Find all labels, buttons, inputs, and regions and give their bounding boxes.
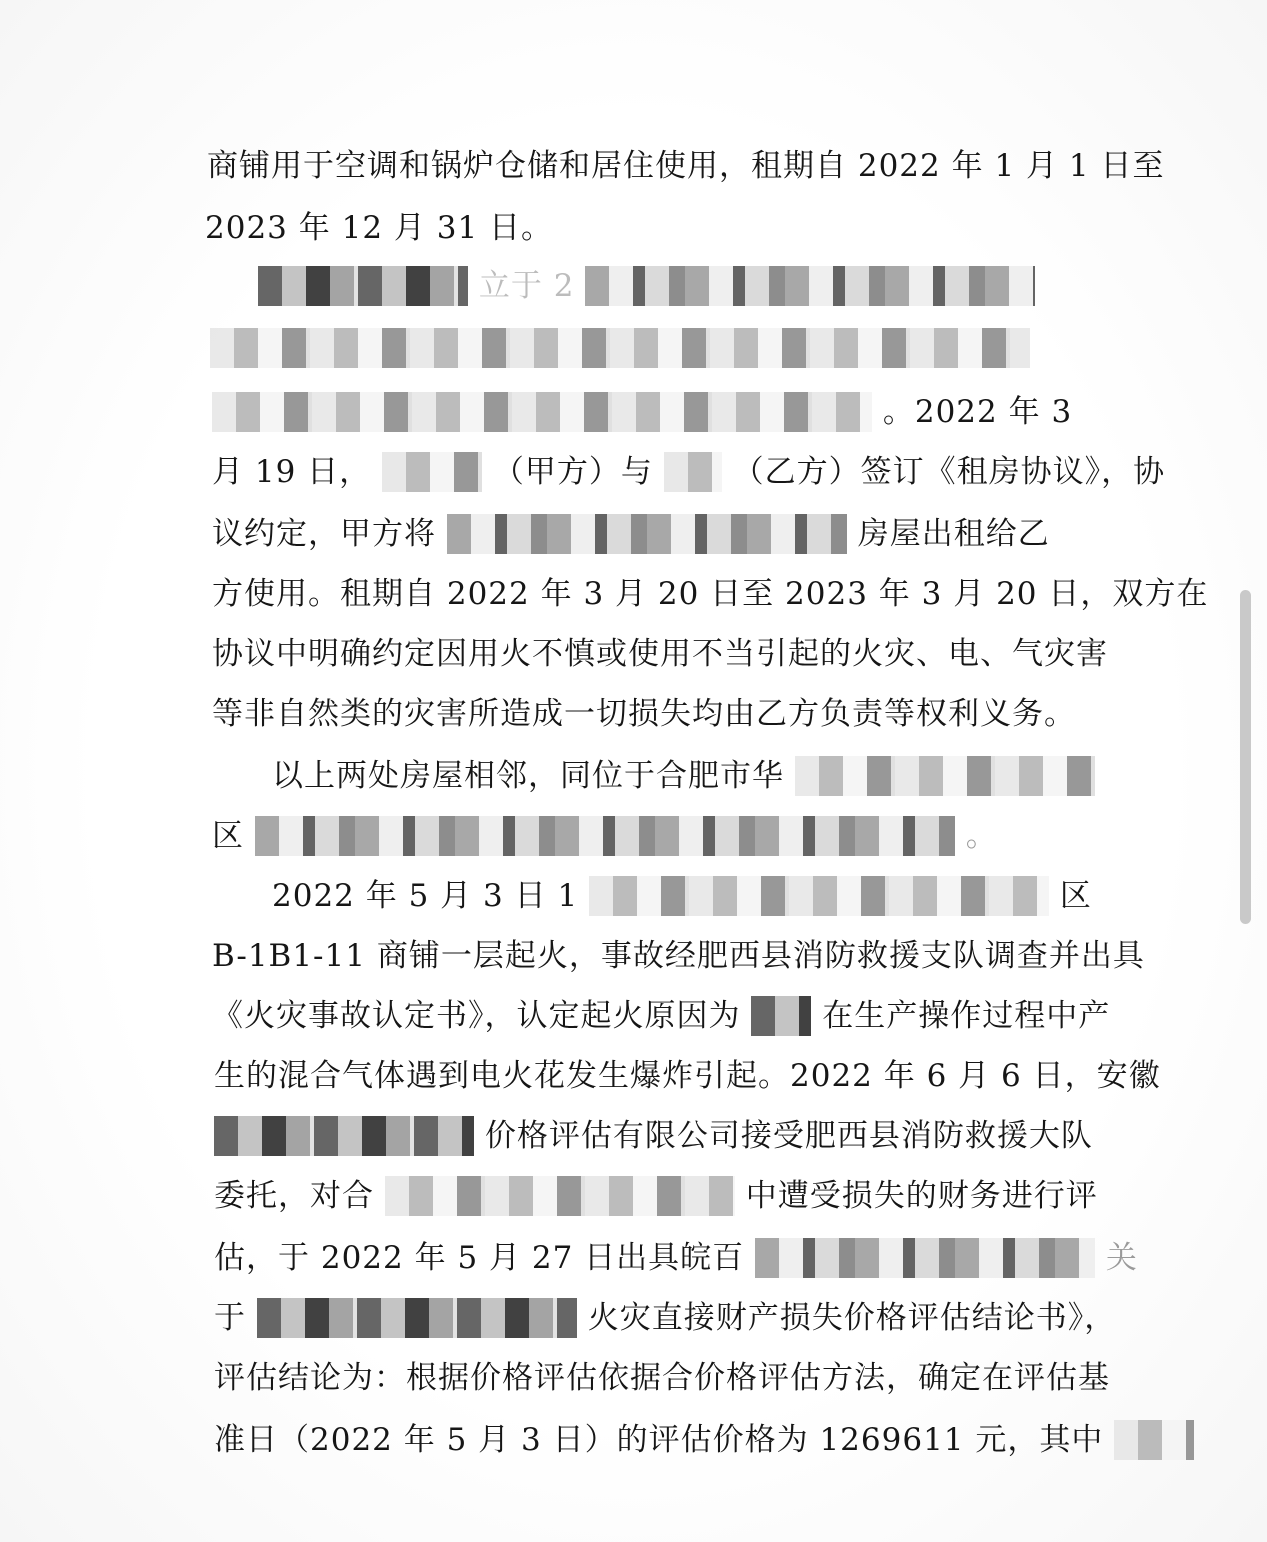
text-segment: 关 [1105, 1240, 1138, 1276]
redaction-block [382, 452, 482, 492]
text-segment: 以上两处房屋相邻，同位于合肥市华 [272, 758, 784, 794]
redaction-block [212, 392, 872, 432]
text-segment: 中遭受损失的财务进行评 [745, 1178, 1098, 1214]
text-line-19 [214, 1238, 1138, 1278]
redaction-block [385, 1176, 735, 1216]
text-line-7 [212, 514, 1050, 554]
text-line-17 [214, 1116, 1093, 1156]
text-line-4 [210, 328, 1030, 368]
text-line-22 [214, 1420, 1194, 1460]
text-line-20 [214, 1298, 1116, 1338]
text-segment: （甲方）与 [492, 454, 653, 490]
text-line-14 [212, 936, 1145, 976]
text-segment: 火灾直接财产损失价格评估结论书》， [587, 1300, 1117, 1336]
redaction-block [585, 266, 1035, 306]
text-segment: 评估结论为：根据价格评估依据合价格评估方法，确定在评估基 [214, 1360, 1110, 1396]
redaction-block [755, 1238, 1095, 1278]
text-line-13 [272, 876, 1092, 916]
vertical-scrollbar[interactable] [1240, 590, 1251, 924]
redaction-block [257, 1298, 577, 1338]
text-segment: 准日（2022 年 5 月 3 日）的评估价格为 1269611 元，其中 [214, 1422, 1104, 1458]
text-segment: 立于 2 [478, 268, 575, 304]
text-segment: 《火灾事故认定书》，认定起火原因为 [212, 998, 741, 1034]
redaction-block [589, 876, 1049, 916]
text-segment: 。2022 年 3 [882, 394, 1073, 430]
redaction-block [258, 266, 468, 306]
redaction-block [447, 514, 847, 554]
text-line-18 [214, 1176, 1098, 1216]
redaction-block [751, 996, 811, 1036]
text-line-11 [272, 756, 1095, 796]
text-segment: 估，于 2022 年 5 月 27 日出具皖百 [214, 1240, 745, 1276]
text-segment: 等非自然类的灾害所造成一切损失均由乙方负责等权利义务。 [212, 696, 1076, 732]
text-segment: 生的混合气体遇到电火花发生爆炸引起。2022 年 6 月 6 日，安徽 [214, 1058, 1161, 1094]
text-segment: 价格评估有限公司接受肥西县消防救援大队 [484, 1118, 1093, 1154]
text-segment: 房屋出租给乙 [857, 516, 1050, 552]
text-line-16 [214, 1056, 1161, 1096]
redaction-block [664, 452, 722, 492]
redaction-block [1114, 1420, 1194, 1460]
text-line-12 [212, 816, 998, 856]
redaction-block [795, 756, 1095, 796]
text-line-8 [212, 574, 1208, 614]
text-segment: B-1B1-11 商铺一层起火，事故经肥西县消防救援支队调查并出具 [212, 938, 1145, 974]
text-segment: 于 [214, 1300, 246, 1336]
text-segment: 协议中明确约定因用火不慎或使用不当引起的火灾、电、气灾害 [212, 636, 1108, 672]
text-segment: 议约定，甲方将 [212, 516, 436, 552]
text-segment: 区 [1059, 878, 1092, 914]
text-line-10 [212, 694, 1076, 734]
text-line-1 [207, 146, 1164, 186]
text-segment: 2022 年 5 月 3 日 1 [272, 878, 579, 914]
text-segment: 商铺用于空调和锅炉仓储和居住使用，租期自 2022 年 1 月 1 日至 [207, 148, 1165, 184]
text-line-15 [212, 996, 1110, 1036]
text-segment: 。 [965, 818, 998, 854]
redaction-block [210, 328, 1030, 368]
text-segment: 区 [212, 818, 244, 854]
text-line-5 [212, 392, 1072, 432]
text-segment: 方使用。租期自 2022 年 3 月 20 日至 2023 年 3 月 20 日，双方在 [212, 576, 1209, 612]
text-segment: 在生产操作过程中产 [822, 998, 1111, 1034]
redaction-block [214, 1116, 474, 1156]
text-line-21 [214, 1358, 1110, 1398]
text-segment: 委托，对合 [214, 1178, 374, 1214]
redaction-block [255, 816, 955, 856]
text-segment: 2023 年 12 月 31 日。 [205, 210, 554, 246]
text-line-2 [205, 208, 553, 248]
text-segment: （乙方）签订《租房协议》，协 [732, 454, 1166, 490]
text-line-6 [212, 452, 1165, 492]
text-segment: 月 19 日， [212, 454, 372, 490]
text-line-3 [258, 266, 1035, 306]
text-line-9 [212, 634, 1108, 674]
